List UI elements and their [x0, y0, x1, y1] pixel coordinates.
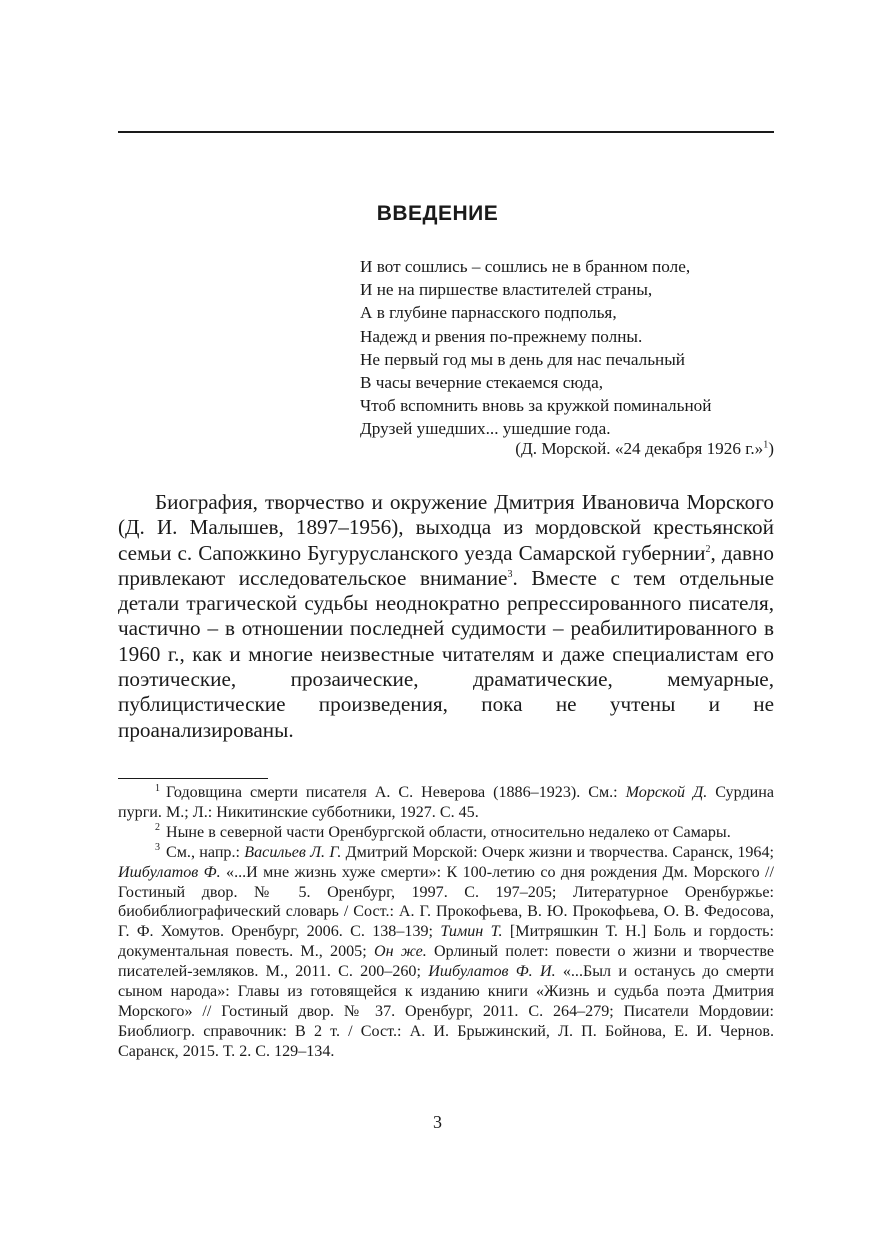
footnote-ref-3[interactable]: 3 [507, 568, 513, 580]
footnote-author: Он же. [373, 943, 427, 961]
epigraph-line: Чтоб вспомнить вновь за кружкой поминальной [360, 396, 712, 416]
footnote-author: Морской Д. [625, 784, 708, 801]
epigraph-line: Надежд и рвения по-прежнему полны. [360, 326, 643, 346]
epigraph-attribution [515, 439, 774, 459]
header-rule [118, 131, 774, 133]
chapter-title: ВВЕДЕНИЕ [376, 202, 499, 225]
body-paragraph [118, 490, 774, 743]
body-text-part: , давно привлекают исследовательское внимание [118, 540, 774, 590]
footnote-3 [118, 843, 774, 1062]
footnote-author: Ишбулатов Ф. И. [428, 963, 556, 981]
epigraph-line: И вот сошлись – сошлись не в бранном поле, [360, 257, 691, 276]
footnote-author: Васильев Л. Г. [244, 843, 342, 861]
footnote-ref-1[interactable]: 1 [763, 439, 769, 451]
attribution-text: (Д. Морской. «24 декабря 1926 г.» [515, 439, 764, 458]
footnote-number: 3 [155, 842, 160, 854]
footnote-number: 2 [155, 822, 160, 834]
body-text-part: . Вместе с тем отдельные детали трагической судьбы неоднократно репрессированного писателя, частично – в отношении последней судимости – реабилитированного в 1960 г., как и многие неизвестные читателям и даже специалистам его поэтические, прозаические, драматические, мемуарные, публицистические произведения, пока не учтены и не проанализированы. [118, 565, 774, 742]
footnote-text: «...И мне жизнь хуже смерти»: К 100-летию со дня рождения Дм. Морского // Гостиный двор. № 5. Оренбург, 1997. С. 197–205; Литературное Оренбуржье: биобиблиографический словарь / Сост.: А. Г. Прокофьева, В. Ю. Прокофьева, О. В. Федосова, Г. Ф. Хомутов. Оренбург, 2006. С. 138–139; [118, 863, 774, 941]
footnote-text: Орлиный полет: повести о жизни и творчестве писателей-земляков. М., 2011. С. 200–260; [118, 943, 774, 981]
footnote-text: Ныне в северной части Оренбургской области, относительно недалеко от Самары. [166, 823, 731, 841]
footnote-text: См., напр.: [166, 843, 245, 861]
epigraph-line: Друзей ушедших... ушедшие года. [360, 419, 611, 439]
footnote-2 [118, 823, 774, 843]
attribution-close: ) [768, 439, 774, 458]
footnote-author: Тимин Т. [440, 923, 503, 941]
page-number: 3 [433, 1112, 442, 1132]
epigraph-line: Не первый год мы в день для нас печальный [360, 349, 685, 369]
epigraph-line: В часы вечерние стекаемся сюда, [360, 373, 603, 393]
footnote-text: «...Был и останусь до смерти сыном народа»: Главы из готовящейся к изданию книги «Жизнь и судьба поэта Дмитрия Морского» // Гостиный двор. № 37. Оренбург, 2011. С. 264–279; Писатели Мордовии: Биоблиогр. справочник: В 2 т. / Сост.: А. И. Брыжинский, Л. П. Бойнова, Е. И. Чернов. Саранск, 2015. Т. 2. С. 129–134. [118, 963, 774, 1060]
footnote-text: Дмитрий Морской: Очерк жизни и творчества. Саранск, 1964; [341, 843, 774, 861]
footnote-ref-2[interactable]: 2 [705, 543, 711, 555]
footnote-text: Годовщина смерти писателя А. С. Неверова (1886–1923). См.: [166, 784, 626, 801]
body-text-part: Биография, творчество и окружение Дмитрия Ивановича Морского (Д. И. Малышев, 1897–1956), выходца из мордовской крестьянской семьи с. Сапожкино Бугурусланского уезда Самарской губернии [118, 490, 774, 565]
epigraph-line: И не на пиршестве властителей страны, [360, 280, 653, 300]
footnote-text: Сурдина пурги. М.; Л.: Никитинские субботники, 1927. С. 45. [118, 784, 774, 821]
footnotes [118, 783, 774, 1062]
footnote-1 [118, 783, 774, 823]
footnote-author: Ишбулатов Ф. [118, 863, 221, 881]
epigraph-poem [360, 255, 776, 441]
footnote-separator [118, 778, 268, 779]
footnote-number: 1 [155, 782, 160, 794]
footnote-text: [Митряшкин Т. Н.] Боль и гордость: документальная повесть. М., 2005; [118, 923, 774, 961]
epigraph-line: А в глубине парнасского подполья, [360, 303, 617, 323]
